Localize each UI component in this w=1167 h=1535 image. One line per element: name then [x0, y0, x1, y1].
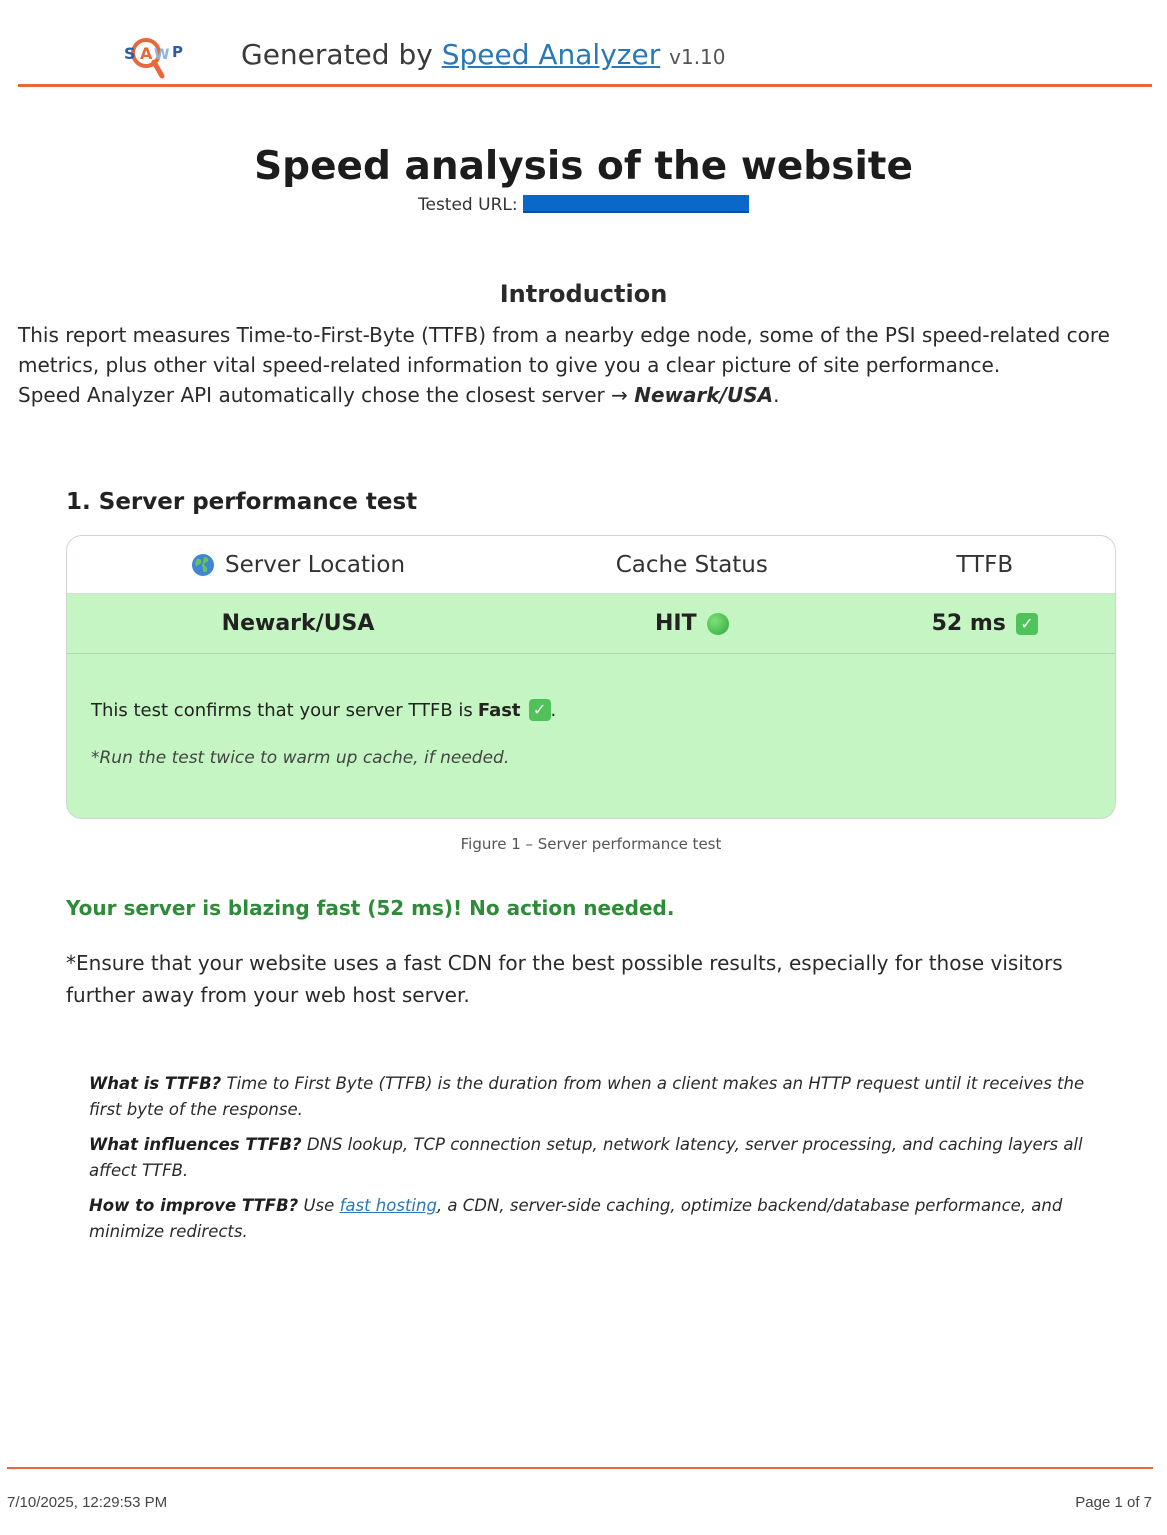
speed-analyzer-link[interactable]: Speed Analyzer — [441, 38, 661, 71]
server-performance-card — [66, 535, 1116, 819]
faq-item-what-is-ttfb: What is TTFB? Time to First Byte (TTFB) is the duration from when a client makes an HTTP request until it receives the first byte of the response. — [89, 1074, 1085, 1119]
faq-item-influences: What influences TTFB? DNS lookup, TCP connection setup, network latency, server processing, and caching layers all affect TTFB. — [89, 1135, 1083, 1180]
tested-url-link-redacted[interactable] — [523, 195, 749, 213]
check-mark-icon: ✓ — [1016, 613, 1038, 635]
report-header — [18, 0, 1152, 87]
sawp-logo-icon — [102, 36, 186, 80]
intro-heading: Introduction — [499, 280, 668, 308]
svg-text:W: W — [154, 47, 170, 63]
cache-note: *Run the test twice to warm up cache, if needed. — [91, 748, 510, 768]
confirm-value: Fast — [477, 699, 521, 721]
table-row — [67, 594, 1115, 654]
cell-location: Newark/USA — [221, 611, 375, 636]
figure-caption: Figure 1 – Server performance test — [460, 835, 722, 853]
section-heading-server-performance: 1. Server performance test — [66, 489, 418, 515]
header-cell-location: Server Location — [67, 536, 529, 593]
cell-cache: HIT — [529, 594, 854, 653]
svg-text:A: A — [140, 44, 153, 63]
tested-url — [0, 195, 1167, 215]
tested-url-label: Tested URL: — [418, 195, 518, 215]
faq-item-improve: How to improve TTFB? Use fast hosting, a CDN, server-side caching, optimize backend/database performance, and minimize redirects. — [89, 1196, 1063, 1241]
page-title: Speed analysis of the website — [254, 144, 913, 189]
check-mark-icon: ✓ — [529, 699, 551, 721]
intro-paragraph — [18, 320, 1153, 410]
footer-divider — [7, 1467, 1153, 1469]
confirm-text: This test confirms that your server TTFB is Fast ✓ . — [91, 699, 557, 721]
success-message: Your server is blazing fast (52 ms)! No action needed. — [66, 896, 675, 920]
table-header — [67, 536, 1115, 594]
fast-hosting-link[interactable]: fast hosting — [339, 1196, 437, 1215]
svg-text:S: S — [124, 44, 136, 63]
version-label: v1.10 — [669, 45, 726, 69]
footer-datetime: 7/10/2025, 12:29:53 PM — [7, 1494, 168, 1511]
cell-ttfb: 52 ms ✓ — [855, 594, 1116, 653]
globe-icon — [191, 553, 215, 577]
cdn-note: *Ensure that your website uses a fast CDN for the best possible results, especially for those visitors further away from your web host server. — [66, 951, 1063, 1007]
header-prefix: Generated by — [241, 38, 433, 71]
header-cell-cache: Cache Status — [615, 551, 768, 578]
card-body — [67, 654, 1115, 768]
intro-line1: This report measures Time-to-First-Byte (TTFB) from a nearby edge node, some of the PSI speed-related core metrics, plus other vital speed-related information to give you a clear picture of site performance. — [18, 323, 1110, 377]
green-circle-icon — [707, 613, 729, 635]
intro-server-location: Newark/USA — [634, 383, 774, 407]
intro-line2: Speed Analyzer API automatically chose the closest server → Newark/USA. — [18, 383, 780, 407]
svg-text:P: P — [172, 43, 183, 61]
footer-page-number: Page 1 of 7 — [1075, 1494, 1152, 1511]
header-cell-ttfb: TTFB — [956, 551, 1014, 578]
header-generated-by — [241, 38, 726, 71]
